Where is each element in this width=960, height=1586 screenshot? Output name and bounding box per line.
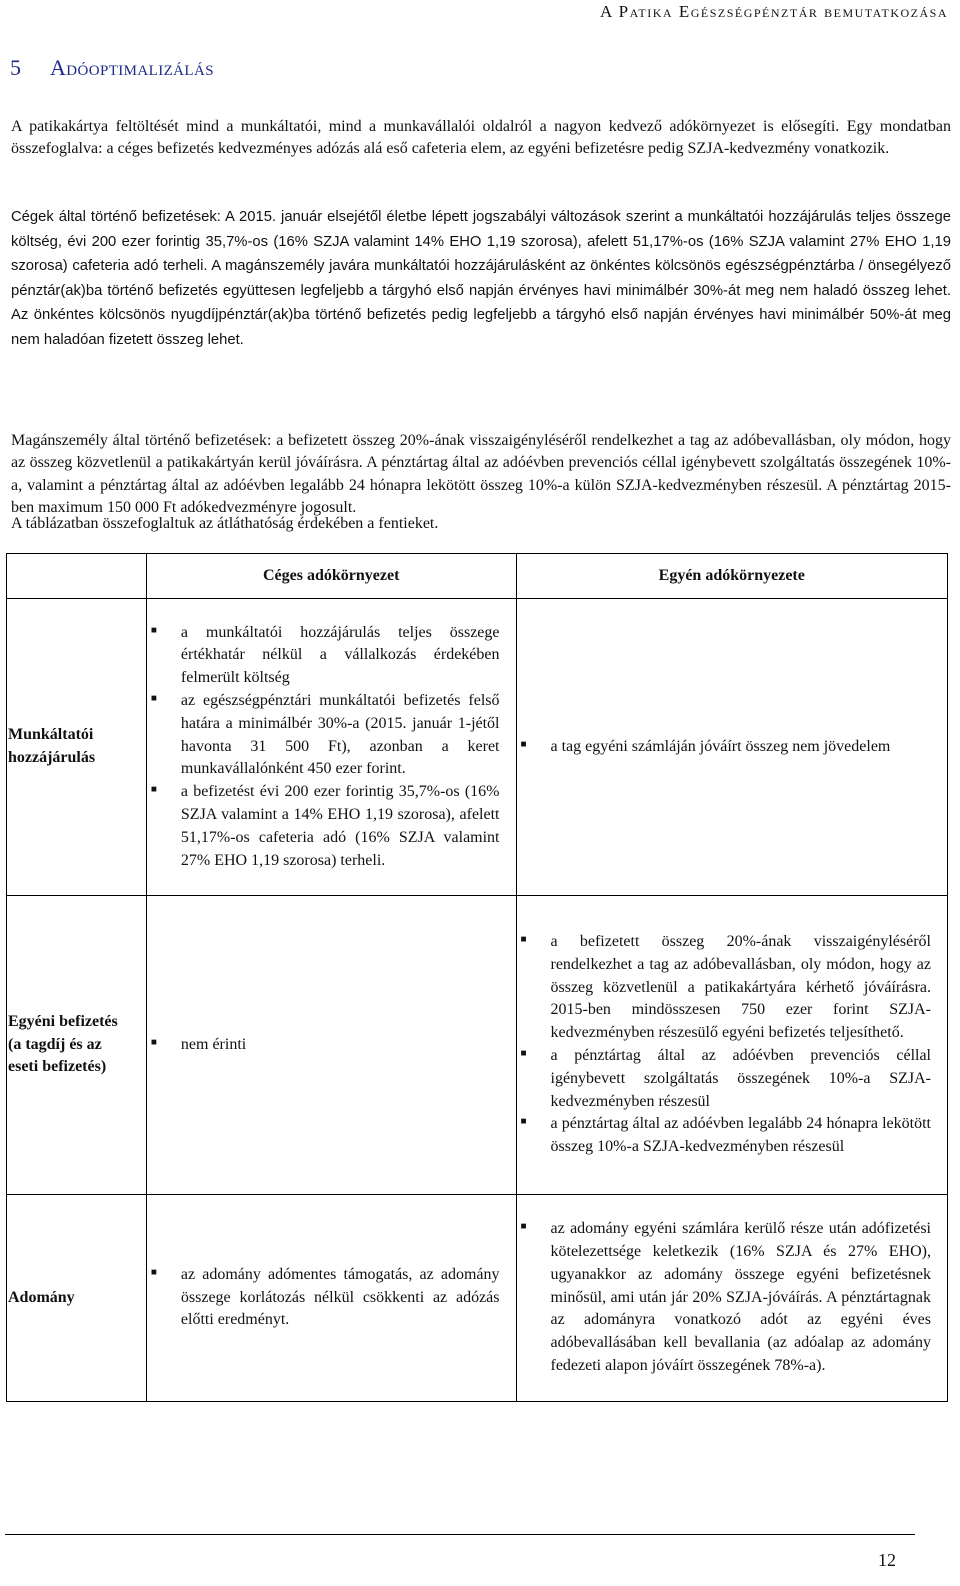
bullet-icon: ■ xyxy=(150,624,157,636)
row-label-line: (a tagdíj és az xyxy=(8,1035,102,1053)
individual-cell xyxy=(516,1195,948,1402)
list-item-text: a befizetett összeg 20%-ának visszaigényléséről rendelkezhet a tag az adóbevallásban, oly módon, hogy az összeg közvetlenül a patikakártyára kérhető jóváírásra. 2015-ben mindösszesen 750 ezer forint SZJA-kedvezményben részesülő egyéni befizetés teljesíthető. xyxy=(550,933,931,1042)
column-header-company: Céges adókörnyezet xyxy=(146,554,516,599)
list-item xyxy=(517,1045,948,1113)
table-header-row xyxy=(7,554,948,599)
row-label-line: Munkáltatói xyxy=(8,726,94,744)
row-label-line: Adomány xyxy=(8,1288,75,1306)
list-item-text: az adomány adómentes támogatás, az adomány összege korlátozás nélkül csökkenti az adózás előtti eredményt. xyxy=(180,1265,500,1329)
list-item xyxy=(517,931,948,1045)
list-item-text: a befizetést évi 200 ezer forintig 35,7%-os (16% SZJA valamint a 14% EHO 1,19 szorosa), afelett 51,17%-os cafeteria adó (16% SZJA valamint 27% EHO 1,19 szorosa) terheli. xyxy=(180,783,500,869)
list-item-text: az adomány egyéni számlára kerülő része után adófizetési kötelezettsége keletkezik (16% SZJA és 27% EHO), ugyanakkor az adomány összege egyéni befizetésnek minősül, ami után jár 20% SZJA-jóváírás. A pénztártagnak az adományra vonatkozó adót az egyéni éves adóbevallásában kell bevallania (az adóalap az adomány fedezeti alapon jóváírt összegének 78%-a). xyxy=(550,1220,931,1374)
row-label-donation xyxy=(7,1195,147,1402)
company-cell xyxy=(146,599,516,896)
bullet-icon: ■ xyxy=(520,1048,527,1059)
page-number: 12 xyxy=(878,1550,896,1570)
list-item-text: nem érinti xyxy=(180,1035,247,1053)
individual-cell xyxy=(516,599,948,896)
row-label-employer-contribution xyxy=(7,599,147,896)
list-item-text: a pénztártag által az adóévben prevenciós céllal igénybevett szolgáltatás összegének 10%-a SZJA-kedvezményben részesül xyxy=(550,1047,931,1110)
section-title: Adóoptimalizálás xyxy=(50,55,214,80)
list-item xyxy=(147,781,516,872)
table-row xyxy=(7,1195,948,1402)
company-payments-text: Cégek által történő befizetések: A 2015. január elsejétől életbe lépett jogszabályi változások szerint a munkáltatói hozzájárulás teljes összege költség, évi 200 ezer forintig 35,7%-os (16% SZJA valamint 14% EHO 1,19 szorosa), afelett 51,17%-os (16% SZJA valamint 27% EHO 1,19 szorosa) cafeteria adó terheli. A magánszemély javára munkáltatói hozzájárulásként az önkéntes kölcsönös egészségpénztárba / önsegélyező pénztár(ak)ba történő befizetés együttesen legfeljebb a tárgyhó első napján érvényes havi minimálbér 30%-át meg nem haladó összeg lehet. Az önkéntes kölcsönös nyugdíjpénztár(ak)ba történő befizetés pedig legfeljebb a tárgyhó első napján érvényes havi minimálbér 50%-át meg nem haladóan fizetett összeg lehet. xyxy=(11,209,951,348)
running-header: A Patika Egészségpénztár bemutatkozása xyxy=(600,2,948,21)
company-payments-paragraph xyxy=(11,205,951,352)
list-item xyxy=(517,1218,948,1378)
private-payments-paragraph: Magánszemély által történő befizetések: a befizetett összeg 20%-ának visszaigényléséről rendelkezhet a tag az adóbevallásban, oly módon, hogy az összeg közvetlenül a patikakártyán kerül jóváírásra. A pénztártag által az adóévben prevenciós céllal igénybevett szolgáltatás összegének 10%-a, valamint a pénztártag által az adóévben legalább 24 hónapra lekötött összeg 10%-a külön SZJA-kedvezményben részesül. A pénztártag 2015-ben maximum 150 000 Ft adókedvezményre jogosult. xyxy=(11,432,951,516)
row-label-line: hozzájárulás xyxy=(8,749,96,766)
row-label-individual-payment xyxy=(7,896,147,1195)
bullet-icon: ■ xyxy=(520,1221,527,1233)
list-item-text: az egészségpénztári munkáltatói befizetés felső határa a minimálbér 30%-a (2015. január 1-jétől havonta 31 500 Ft), azonban a keret munkavállalónként 450 ezer forint. xyxy=(180,692,500,778)
footer-divider xyxy=(5,1534,915,1535)
bullet-icon: ■ xyxy=(520,1116,527,1128)
company-cell xyxy=(146,1195,516,1402)
list-item xyxy=(147,1034,516,1057)
company-cell xyxy=(146,896,516,1195)
list-item xyxy=(147,622,516,690)
bullet-icon: ■ xyxy=(520,934,527,946)
list-item xyxy=(517,736,948,759)
tax-summary-table xyxy=(6,553,948,1402)
bullet-icon: ■ xyxy=(150,1266,157,1278)
bullet-icon: ■ xyxy=(150,1036,157,1048)
row-label-line: eseti befizetés) xyxy=(8,1058,107,1076)
intro-paragraph: A patikakártya feltöltését mind a munkáltatói, mind a munkavállalói oldalról a nagyon kedvező adókörnyezet is elősegíti. Egy mondatban összefoglalva: a céges befizetés kedvezményes adózás alá eső cafeteria elem, az egyéni befizetésre pedig SZJA-kedvezmény vonatkozik. xyxy=(11,118,951,158)
list-item xyxy=(517,1113,948,1159)
section-number: 5 xyxy=(10,55,22,80)
column-header-individual: Egyén adókörnyezete xyxy=(516,554,948,599)
list-item xyxy=(147,690,516,781)
bullet-icon: ■ xyxy=(150,693,157,704)
section-heading xyxy=(10,55,214,81)
table-row xyxy=(7,896,948,1195)
row-label-line: Egyéni befizetés xyxy=(8,1012,118,1030)
list-item-text: a tag egyéni számláján jóváírt összeg nem jövedelem xyxy=(550,737,891,755)
bullet-icon: ■ xyxy=(520,738,527,750)
list-item xyxy=(147,1264,516,1332)
individual-cell xyxy=(516,896,948,1195)
list-item-text: a pénztártag által az adóévben legalább 24 hónapra lekötött összeg 10%-a SZJA-kedvezményben részesül xyxy=(550,1115,931,1156)
table-row xyxy=(7,599,948,896)
list-item-text: a munkáltatói hozzájárulás teljes összege értékhatár nélkül a vállalkozás érdekében felmerült költség xyxy=(180,623,500,687)
table-intro-paragraph: A táblázatban összefoglaltuk az átláthatóság érdekében a fentieket. xyxy=(11,515,439,532)
bullet-icon: ■ xyxy=(150,784,157,796)
table-header-blank xyxy=(7,554,147,599)
